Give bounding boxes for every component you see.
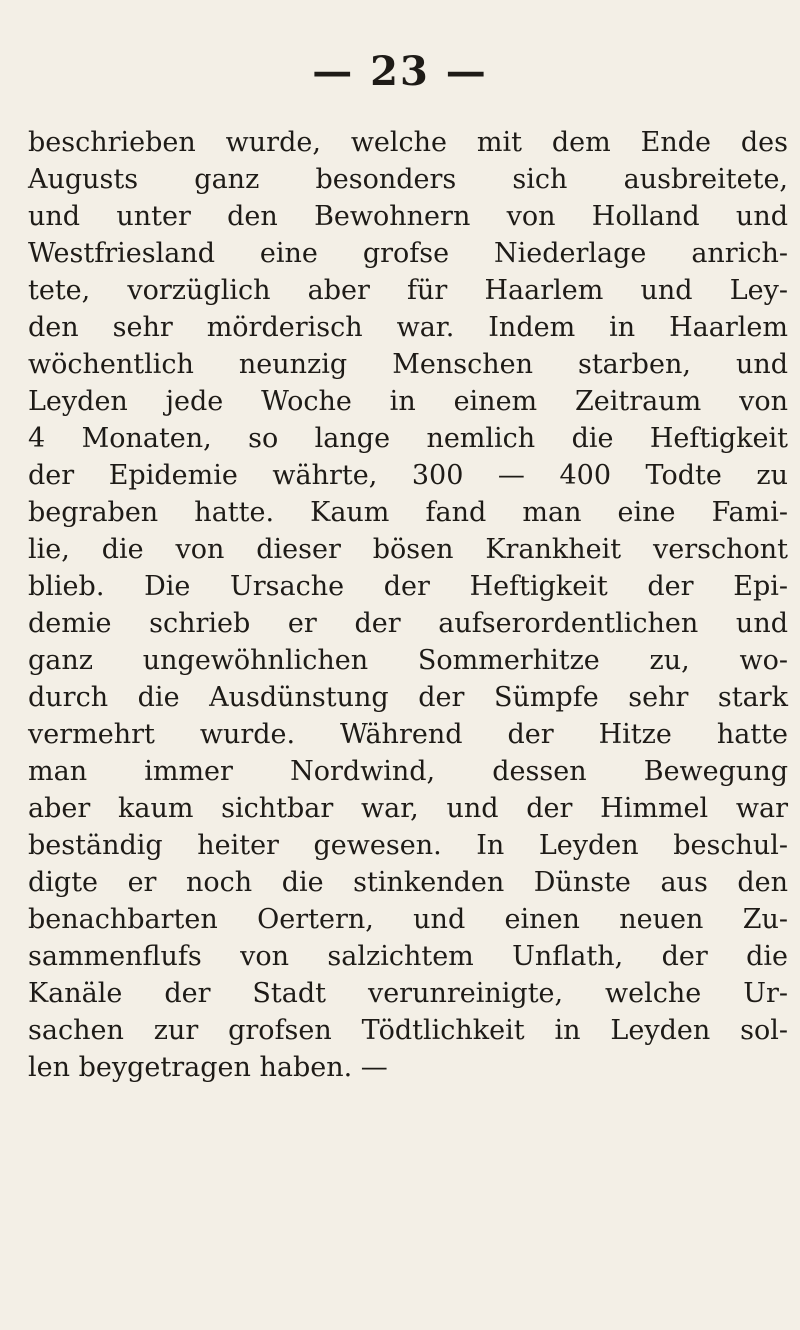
text-line: man immer Nordwind, dessen Bewegung <box>28 756 788 787</box>
text-line: Augusts ganz besonders sich ausbreitete, <box>28 164 788 195</box>
text-line: Westfriesland eine grofse Niederlage anrich- <box>28 238 788 269</box>
text-line: vermehrt wurde. Während der Hitze hatte <box>28 719 788 750</box>
body-text <box>28 124 788 1086</box>
page-number: — 23 — <box>312 48 488 95</box>
text-line: len beygetragen haben. — <box>28 1052 388 1083</box>
text-line: wöchentlich neunzig Menschen starben, und <box>28 349 788 380</box>
text-line: benachbarten Oertern, und einen neuen Zu- <box>28 904 788 935</box>
text-line: den sehr mörderisch war. Indem in Haarlem <box>28 312 788 343</box>
text-line: demie schrieb er der aufserordentlichen und <box>28 608 788 639</box>
text-line: aber kaum sichtbar war, und der Himmel war <box>28 793 788 824</box>
text-line: lie, die von dieser bösen Krankheit verschont <box>28 534 788 565</box>
text-line: beschrieben wurde, welche mit dem Ende des <box>28 127 788 158</box>
text-line: ganz ungewöhnlichen Sommerhitze zu, wo- <box>28 645 788 676</box>
text-line: digte er noch die stinkenden Dünste aus den <box>28 867 788 898</box>
text-line: blieb. Die Ursache der Heftigkeit der Epi- <box>28 571 788 602</box>
text-line: begraben hatte. Kaum fand man eine Fami- <box>28 497 788 528</box>
text-line: durch die Ausdünstung der Sümpfe sehr stark <box>28 682 788 713</box>
text-line: und unter den Bewohnern von Holland und <box>28 201 788 232</box>
text-line: sachen zur grofsen Tödtlichkeit in Leyden sol- <box>28 1015 788 1046</box>
text-line: tete, vorzüglich aber für Haarlem und Ley- <box>28 275 788 306</box>
text-line: der Epidemie währte, 300 — 400 Todte zu <box>28 460 788 491</box>
text-line: 4 Monaten, so lange nemlich die Heftigkeit <box>28 423 788 454</box>
text-line: Leyden jede Woche in einem Zeitraum von <box>28 386 788 417</box>
text-line: Kanäle der Stadt verunreinigte, welche Ur- <box>28 978 788 1009</box>
text-line: beständig heiter gewesen. In Leyden beschul- <box>28 830 788 861</box>
text-line: sammenflufs von salzichtem Unflath, der die <box>28 941 788 972</box>
